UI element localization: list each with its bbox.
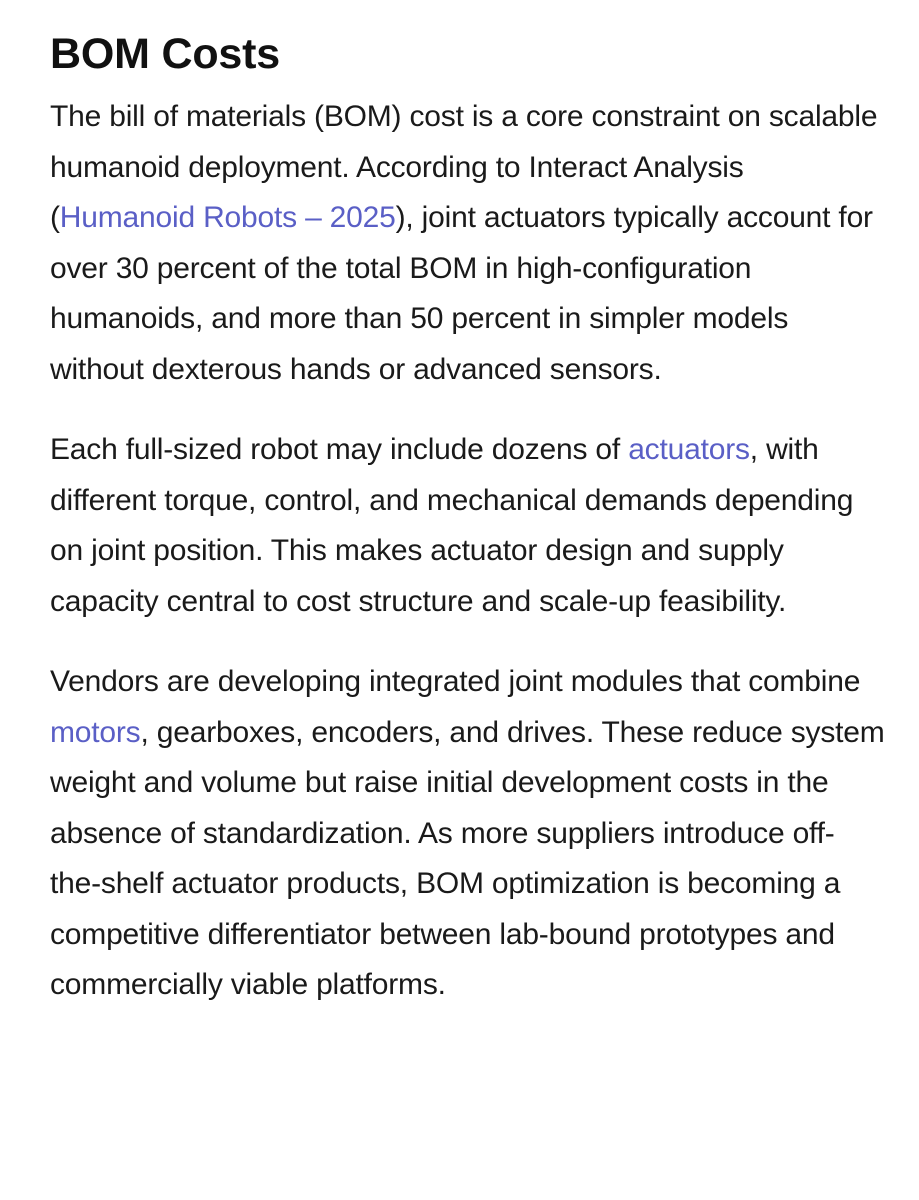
paragraph-text: ), joint actuators typically account for over 30 percent of the total BOM in high-configuration humanoids, and more than 50 percent in simpler models without dexterous hands or advanced sensors.: [50, 201, 873, 386]
paragraph-bom-overview: [50, 92, 885, 395]
humanoid-robots-2025-link[interactable]: Humanoid Robots – 2025: [59, 201, 396, 234]
section-heading: BOM Costs: [50, 30, 280, 78]
paragraph-text: Each full-sized robot may include dozens of: [50, 433, 629, 466]
paragraph-integrated-modules: [50, 657, 885, 1011]
paragraph-text: , gearboxes, encoders, and drives. These reduce system weight and volume but raise initial development costs in the absence of standardization. As more suppliers introduce off-the-shelf actuator products, BOM optimization is becoming a competitive differentiator between lab-bound prototypes and commercially viable platforms.: [50, 715, 885, 1001]
paragraph-text: , with different torque, control, and mechanical demands depending on joint position. This makes actuator design and supply capacity central to cost structure and scale-up feasibility.: [50, 433, 854, 618]
actuators-link[interactable]: actuators: [628, 433, 750, 466]
paragraph-text: The bill of materials (BOM) cost is a core constraint on scalable humanoid deployment. According to Interact Analysis (: [50, 100, 878, 234]
motors-link[interactable]: motors: [50, 715, 141, 749]
paragraph-actuators: [50, 425, 885, 627]
paragraph-text: Vendors are developing integrated joint modules that combine: [50, 665, 861, 698]
article: [50, 26, 885, 1041]
